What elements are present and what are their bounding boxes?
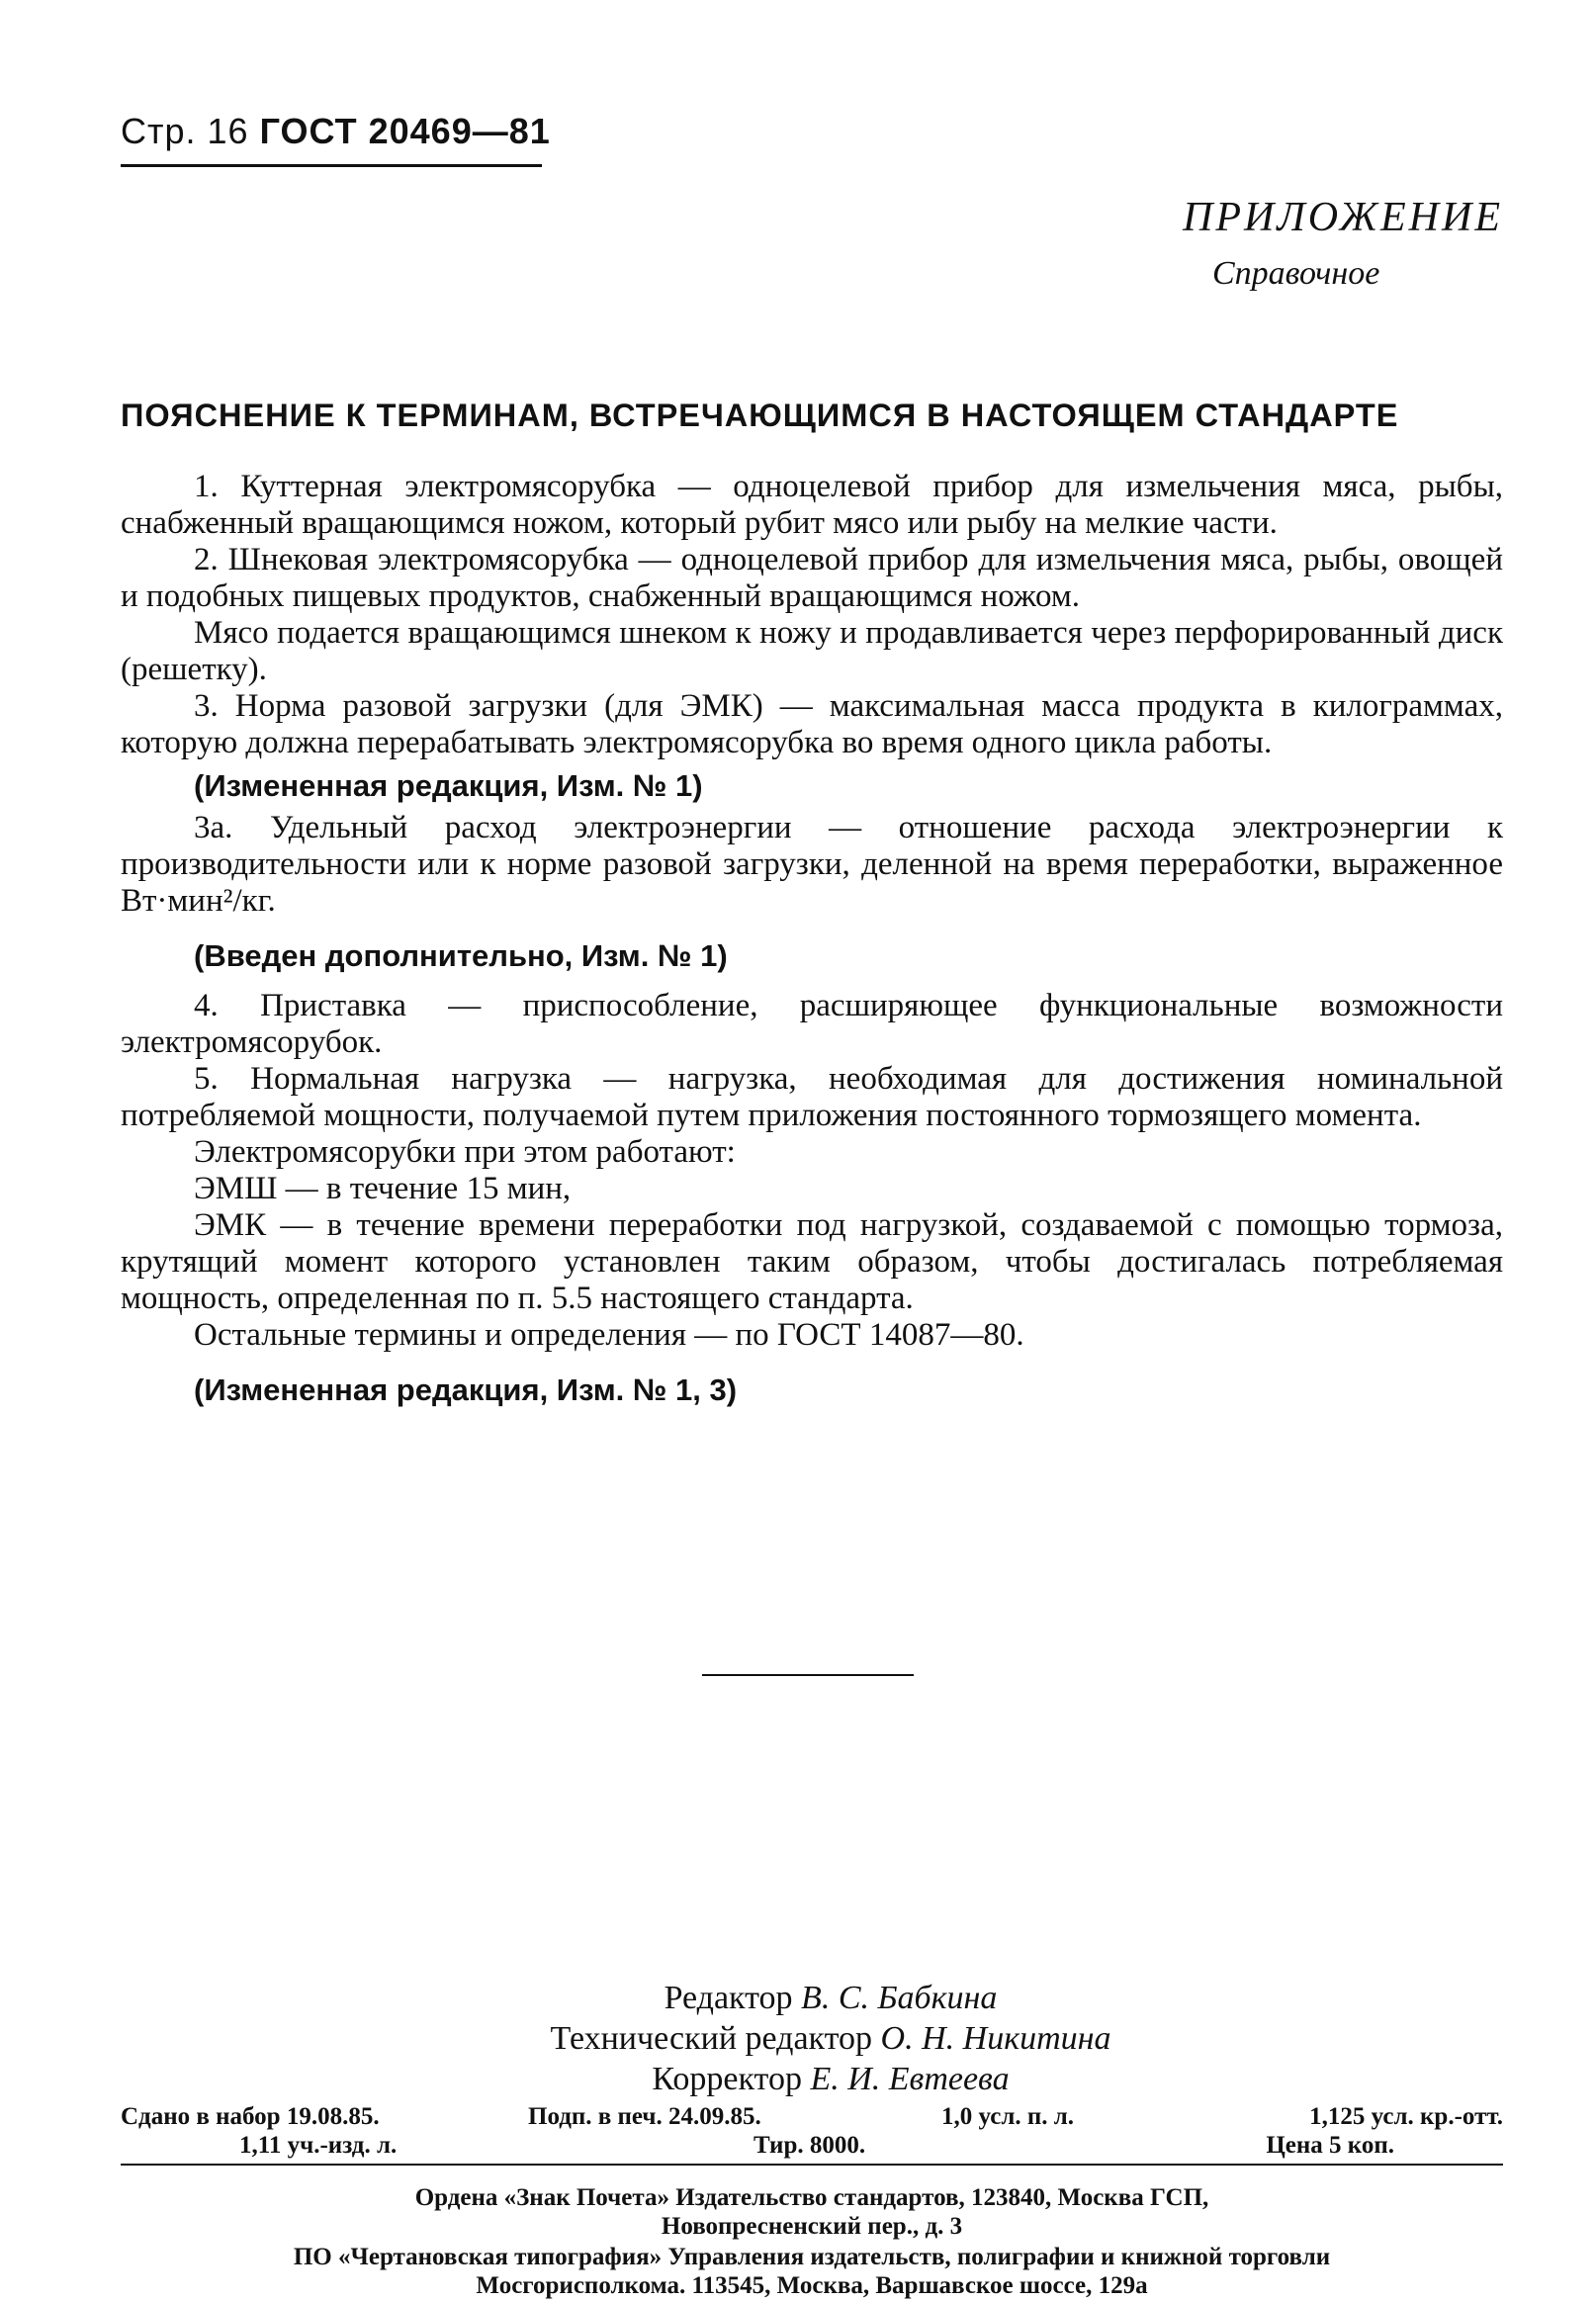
paragraph: 3. Норма разовой загрузки (для ЭМК) — максимальная масса продукта в килограммах, которую должна перерабатывать электромясорубка во время одного цикла работы. [121,688,1503,760]
publisher-info: Ордена «Знак Почета» Издательство стандартов, 123840, Москва ГСП, Новопресненский пер., д. 3 [414,2184,1209,2240]
print-details [121,2102,1503,2160]
header-underline [121,164,542,167]
color-sheets: 1,125 усл. кр.-отт. [1309,2103,1503,2130]
separator-line [702,1674,914,1676]
publisher-sheets: 1,11 уч.-изд. л. [239,2132,398,2159]
page-header [121,111,551,152]
standard-number: ГОСТ 20469—81 [259,111,551,151]
appendix-label: ПРИЛОЖЕНИЕ [1183,195,1503,240]
print-run: Тир. 8000. [754,2132,866,2159]
signed-to-print: Подп. в печ. 24.09.85. [528,2103,761,2130]
terms-body [121,469,1503,1414]
price: Цена 5 коп. [1266,2132,1394,2159]
paragraph: 3а. Удельный расход электроэнергии — отношение расхода электроэнергии к производительности или к норме разовой загрузки, деленной на время переработки, выраженное Вт·мин²/кг. [121,810,1503,919]
section-title: ПОЯСНЕНИЕ К ТЕРМИНАМ, ВСТРЕЧАЮЩИМСЯ В НАСТОЯЩЕМ СТАНДАРТЕ [121,398,1399,433]
imprint-rule [121,2164,1503,2166]
paragraph: 2. Шнековая электромясорубка — одноцелевой прибор для измельчения мяса, рыбы, овощей и подобных пищевых продуктов, снабженный вращающимся ножом. [121,542,1503,614]
paragraph: 5. Нормальная нагрузка — нагрузка, необходимая для достижения номинальной потребляемой мощности, получаемой путем приложения постоянного тормозящего момента. [121,1061,1503,1133]
paragraph: ЭМК — в течение времени переработки под нагрузкой, создаваемой с помощью тормоза, крутящий момент которого установлен таким образом, чтобы достигалась потребляемая мощность, определенная по п. 5.5 настоящего стандарта. [121,1207,1503,1316]
page-number: Стр. 16 [121,111,249,151]
appendix-type: Справочное [1212,255,1380,292]
paragraph: Остальные термины и определения — по ГОСТ 14087—80. [194,1317,1024,1353]
paragraph: Электромясорубки при этом работают: [194,1134,736,1170]
print-sheets: 1,0 усл. п. л. [941,2103,1075,2130]
proofreader-line: Корректор Е. И. Евтеева [652,2061,1010,2097]
editor-line: Редактор В. С. Бабкина [664,1980,998,2016]
printer-info: ПО «Чертановская типография» Управления издательств, полиграфии и книжной торговли Мосгорисполкома. 113545, Москва, Варшавское шоссе, 129а [293,2244,1331,2299]
sent-to-typeset: Сдано в набор 19.08.85. [121,2103,380,2130]
amendment-note: (Введен дополнительно, Изм. № 1) [194,938,728,973]
amendment-note: (Измененная редакция, Изм. № 1) [194,768,703,803]
paragraph: 1. Куттерная электромясорубка — одноцелевой прибор для измельчения мяса, рыбы, снабженный вращающимся ножом, который рубит мясо или рыбу на мелкие части. [121,469,1503,541]
paragraph: 4. Приставка — приспособление, расширяющее функциональные возможности электромясорубок. [121,988,1503,1060]
credits [396,1978,1266,2099]
paragraph: ЭМШ — в течение 15 мин, [194,1171,572,1206]
paragraph: Мясо подается вращающимся шнеком к ножу и продавливается через перфорированный диск (решетку). [121,615,1503,687]
tech-editor-line: Технический редактор О. Н. Никитина [550,2020,1111,2057]
amendment-note: (Измененная редакция, Изм. № 1, 3) [194,1372,738,1407]
